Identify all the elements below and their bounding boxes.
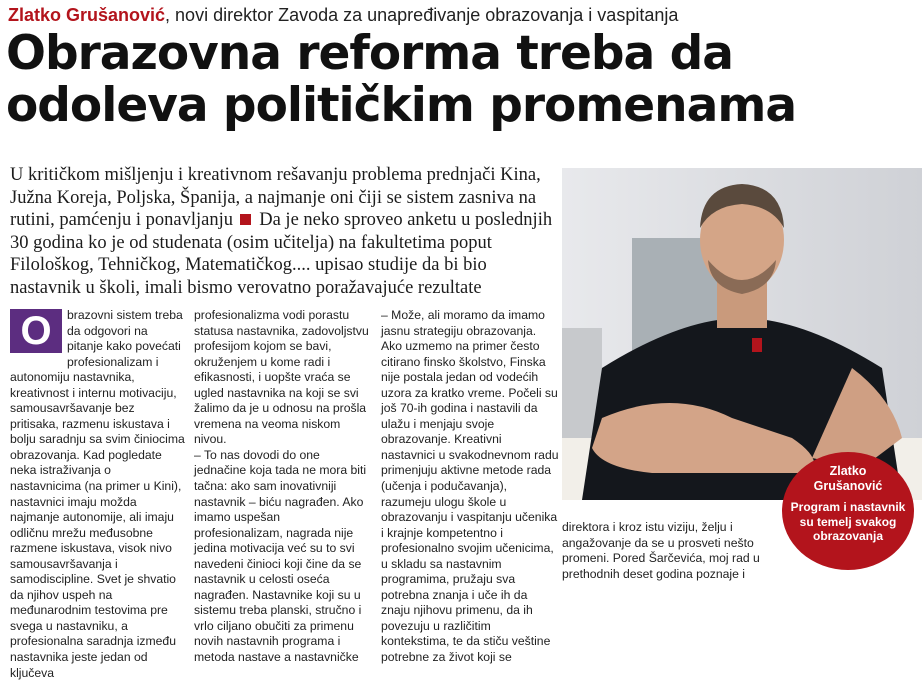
portrait-illustration [562,168,922,500]
body-column-1 [10,308,185,681]
column-2-paragraph-1: profesionalizma vodi porastu statusa nastavnika, zadovoljstvu profesijom kojom se bavi, okruženjem u kome radi i efikasnosti, i uopšte vraća se ugled nastavnika na koji se svi žalimo da je u odnosu na prošla vremena na veoma niskom nivou. [194,308,369,447]
column-2-paragraph-2: – To nas dovodi do one jednačine koja tada ne mora biti tačna: ako sam inovativniji nastavnik – biću nagrađen. Ako imamo uspešan profesionalizam, nagrada nije jedina motivacija već su to svi navedeni činioci koji čine da se nastavnik u celosti oseća nagrađen. Nastavnike koji su u sistemu treba planski, stručno i vrlo ciljano obučiti za primenu novih nastavnih programa i metoda nastave a nastavničke [194,447,367,665]
lead-text-1: U kritičkom mišljenju i kreativnom rešavanju problema prednjači Kina, Južna Koreja, Poljska, Španija, a najmanje oni čiji se sistem zasniva na rutini, pamćenju i ponavljanju [10,165,541,230]
headline-line-1: Obrazovna reforma treba da [6,26,733,81]
column-3-paragraph-1: – Može, ali moramo da imamo jasnu strategiju obrazovanja. Ako uzmemo na primer često citirano finsko školstvo, Finska nije postala jedan od vodećih uzora za kratko vreme. Počeli su još 70-ih godina i nastavili da ulažu i menjaju svoje obrazovanje. Kreativni nastavnici u svakodnevnom radu primenjuju aktivne metode rada (učenja i podučavanja), razumeju ulogu škole u obrazovanju i vaspitanju učenika i krajnje kompetentno i profesionalno svojim učenicima, u skladu sa nastavnim programima, pružaju sva potrebna znanja i uče ih da znaju njihovu primenu, da ih povezuju u različitim kontekstima, te da stiču veštine potrebne za život koji se [381,308,559,665]
kicker [8,4,678,26]
lead-paragraph [10,164,554,299]
column-1-text: brazovni sistem treba da odgovori na pitanje kako povećati profesionalizam i autonomiju nastavnika, kreativnost i internu motivaciju, samousavršavanje bez pritisaka, razmenu iskustava i bolju saradnju sa svim činiocima obrazovanja. Kad pogledate neka istraživanja o nastavnicima (na primer u Kini), nastavnici imaju možda najmanje autonomije, ali imaju odličnu mrežu međusobne razmene iskustava, visok nivo samousavršavanja i samodisciplinе. Svet je shvatio da njihov uspeh na međunarodnim testovima pre svega u nastavniku, a profesionalna saradnja između nastavnika jeste jedan od ključeva [10,308,185,680]
kicker-subtitle: , novi direktor Zavoda za unapređivanje obrazovanja i vaspitanja [165,5,679,25]
portrait-photo [562,168,922,500]
caption-description: Program i nastavnik su temelj svakog obrazovanja [790,500,906,543]
caption-name-line-1: Zlatko [829,464,867,478]
column-4-paragraph-1: direktora i kroz istu viziju, želju i angažovanje da se u prosveti nešto promeni. Pored Šarčevića, moj rad u prethodnih deset godina poznaje i [562,520,760,581]
headline [6,28,921,132]
kicker-name: Zlatko Grušanović [8,5,166,25]
headline-line-2: odoleva političkim promenama [6,78,797,133]
body-column-4 [562,520,782,582]
drop-cap: O [10,309,62,353]
body-column-3 [381,308,559,666]
lead-text-2: Da je neko sproveo anketu u poslednjih 30 godina ko je od studenata (osim učitelja) na fakultetima poput Filološkog, Tehničkog, Matematičkog.... upisao studije da bi bio nastavnik u školi, imali bismo verovatno poražavajuće rezultate [10,210,553,298]
caption-name-line-2: Grušanović [813,479,883,493]
photo-caption-badge [782,452,914,570]
body-column-2 [194,308,372,666]
square-bullet-icon [240,214,251,225]
